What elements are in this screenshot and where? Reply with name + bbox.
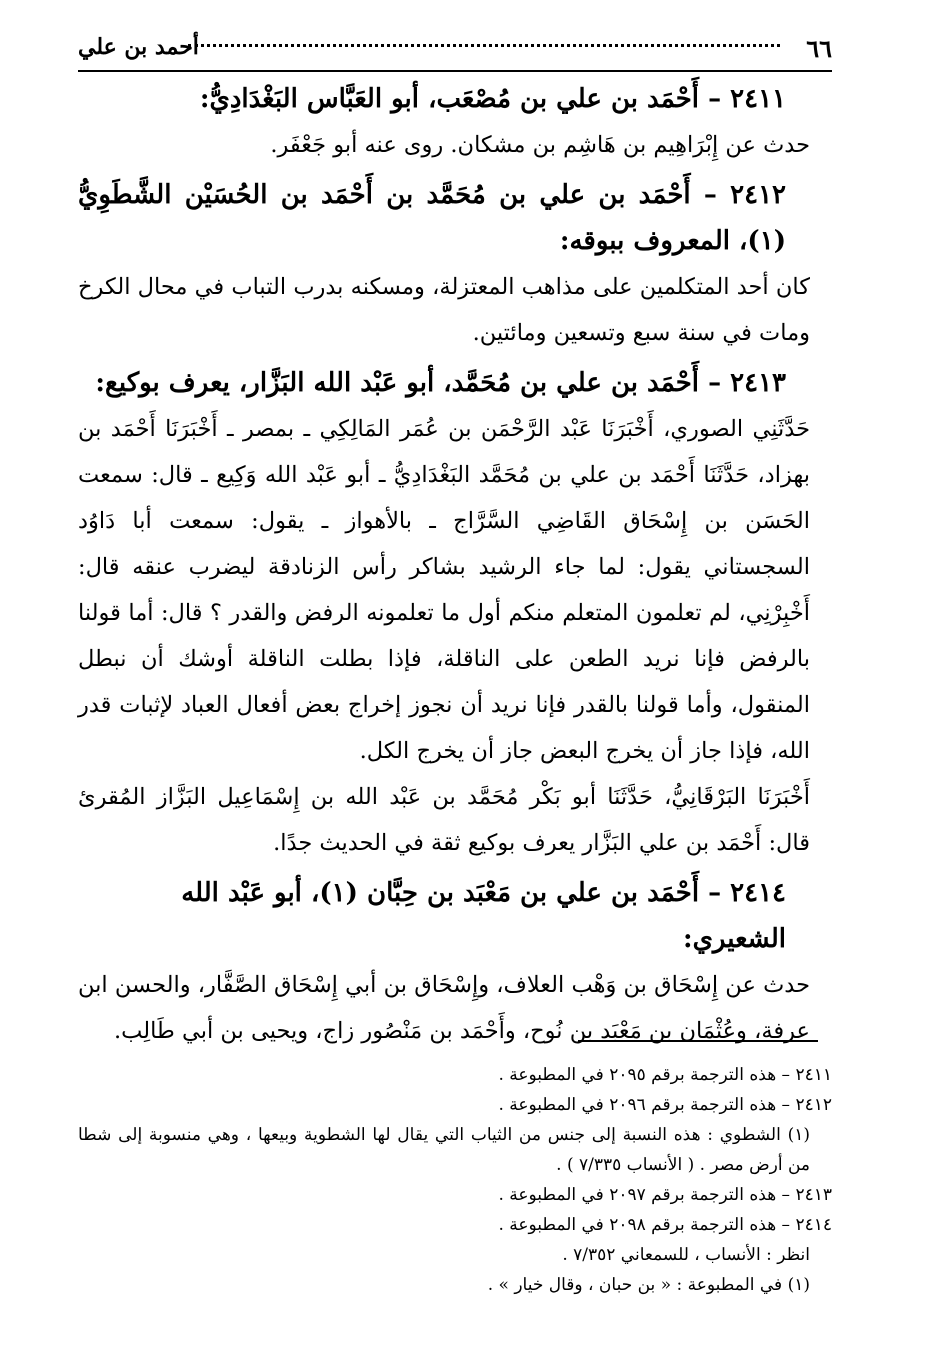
entry-2411 xyxy=(78,76,832,168)
entry-title: ٢٤١٢ – أَحْمَد بن علي بن مُحَمَّد بن أَحْمَد بن الحُسَيْن الشَّطَوِيُّ (١)، المعروف ببوقه: xyxy=(78,180,786,256)
page-number: ٦٦ xyxy=(806,34,832,63)
entry-paragraph: كان أحد المتكلمين على مذاهب المعتزلة، ومسكنه بدرب التباب في محال الكرخ ومات في سنة سبع وتسعين ومائتين. xyxy=(78,274,810,346)
entry-paragraph: حَدَّثَنِي الصوري، أَخْبَرَنَا عَبْد الرَّحْمَن بن عُمَر المَالِكِي ـ بمصر ـ أَخْبَرَنَا أَحْمَد بن بهزاد، حَدَّثَنَا أَحْمَد بن علي بن مُحَمَّد البَغْدَادِيُّ ـ أبو عَبْد الله وَكِيع ـ قال: سمعت الحَسَن بن إِسْحَاق القَاضِي السَّرَّاج ـ بالأهواز ـ يقول: سمعت أبا دَاوُد السجستاني يقول: لما جاء الرشيد بشاكر رأس الزنادقة ليضرب عنقه قال: أَخْبِرْنِي، لم تعلمون المتعلم منكم أول ما تعلمونه الرفض والقدر ؟ قال: أما قولنا بالرفض فإنا نريد الطعن على الناقلة، فإذا بطلت الناقلة أوشك أن نبطل المنقول، وأما قولنا بالقدر فإنا نريد أن نجوز إخراج بعض أفعال العباد لإثبات قدر الله، فإذا جاز أن يخرج البعض جاز أن يخرج الكل. xyxy=(78,416,810,764)
entry-title: ٢٤١١ – أَحْمَد بن علي بن مُصْعَب، أبو العَبَّاس البَغْدَادِيُّ: xyxy=(199,84,786,114)
footnote: ٢٤١٤ – هذه الترجمة برقم ٢٠٩٨ في المطبوعة . xyxy=(498,1215,832,1235)
footnote: ٢٤١٣ – هذه الترجمة برقم ٢٠٩٧ في المطبوعة . xyxy=(498,1185,832,1205)
entry-title: ٢٤١٣ – أَحْمَد بن علي بن مُحَمَّد، أبو عَبْد الله البَزَّار، يعرف بوكيع: xyxy=(95,368,786,398)
page-header xyxy=(78,34,832,72)
footnote: (١) في المطبوعة : « بن حبان ، وقال خيار » . xyxy=(487,1275,810,1295)
entry-title: ٢٤١٤ – أَحْمَد بن علي بن مَعْبَد بن حِبَّان (١)، أبو عَبْد الله الشعيري: xyxy=(181,878,786,954)
footnote: (١) الشطوي : هذه النسبة إلى جنس من الثياب التي يقال لها الشطوية وبيعها ، وهي منسوبة إلى شطا من أرض مصر . ( الأنساب ٧/٣٣٥ ) . xyxy=(78,1125,810,1175)
footnote-separator xyxy=(578,1040,818,1042)
entry-paragraph: حدث عن إِبْرَاهِيم بن هَاشِم بن مشكان. روى عنه أبو جَعْفَر. xyxy=(270,132,810,158)
footnote: انظر : الأنساب ، للسمعاني ٧/٣٥٢ . xyxy=(562,1245,810,1265)
footnote: ٢٤١٢ – هذه الترجمة برقم ٢٠٩٦ في المطبوعة . xyxy=(498,1095,832,1115)
main-text xyxy=(78,76,832,1058)
running-title: أحمد بن علي xyxy=(78,34,199,60)
entry-paragraph: حدث عن إِسْحَاق بن وَهْب العلاف، وإِسْحَاق بن أبي إِسْحَاق الصَّفَّار، والحسن ابن عرفة، وعُثْمَان بن مَعْبَد بن نُوح، وأَحْمَد بن مَنْصُور زاج، ويحيى بن أبي طَالِب. xyxy=(78,972,810,1044)
header-leader-dots xyxy=(188,44,780,47)
entry-2414 xyxy=(78,870,832,1054)
entry-2412 xyxy=(78,172,832,356)
footnotes xyxy=(78,1060,832,1300)
entry-2413 xyxy=(78,360,832,866)
entry-paragraph: أَخْبَرَنَا البَرْقَانِيُّ، حَدَّثَنَا أبو بَكْر مُحَمَّد بن عَبْد الله بن إِسْمَاعِيل البَزَّاز المُقرئ قال: أَحْمَد بن علي البَزَّار يعرف بوكيع ثقة في الحديث جدًا. xyxy=(78,784,810,856)
footnote: ٢٤١١ – هذه الترجمة برقم ٢٠٩٥ في المطبوعة . xyxy=(498,1065,832,1085)
